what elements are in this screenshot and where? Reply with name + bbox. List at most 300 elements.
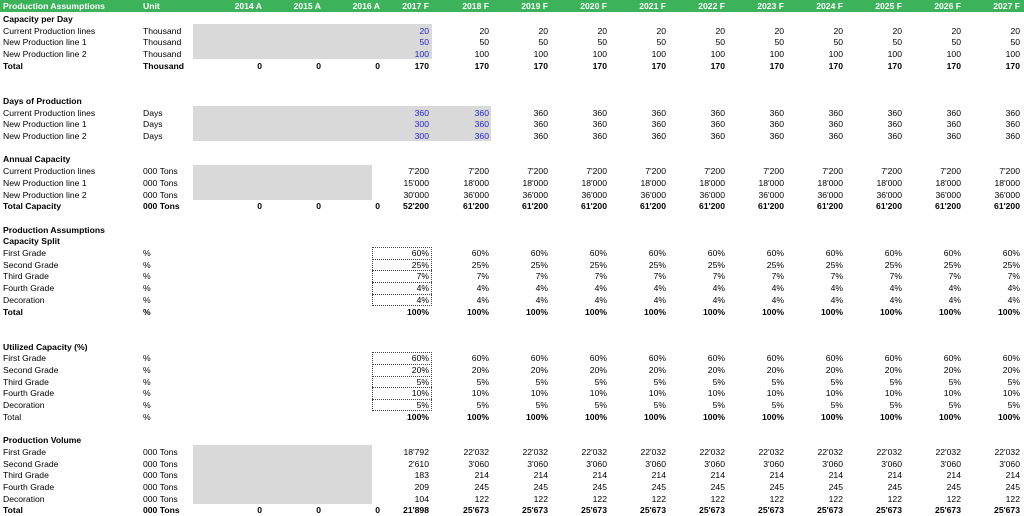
cell-value[interactable]: 18'000	[463, 177, 489, 188]
cell-value[interactable]: 5%	[535, 376, 548, 387]
cell-value[interactable]	[266, 118, 321, 130]
cell-value[interactable]: 360	[769, 119, 784, 130]
cell-value[interactable]: 7'200	[527, 166, 548, 177]
cell-value[interactable]: 20	[656, 25, 666, 36]
cell-value[interactable]: 360	[651, 131, 666, 141]
cell-value[interactable]: 7'200	[763, 166, 784, 177]
cell-value[interactable]: 20	[892, 25, 902, 36]
cell-value[interactable]: 10%	[943, 388, 961, 399]
cell-value[interactable]: 122	[946, 493, 961, 504]
cell-value[interactable]: 7'200	[408, 166, 429, 177]
cell-value[interactable]: 3'060	[468, 458, 489, 469]
cell-value[interactable]	[266, 306, 321, 318]
cell-value[interactable]: 100%	[762, 306, 784, 317]
cell-value[interactable]: 50	[419, 37, 429, 48]
cell-value[interactable]: 5%	[830, 376, 843, 387]
cell-value[interactable]: 7%	[476, 271, 489, 282]
cell-value[interactable]	[266, 247, 321, 259]
cell-value[interactable]: 22'032	[994, 446, 1020, 457]
cell-value[interactable]: 18'000	[994, 177, 1020, 188]
cell-value[interactable]: 10%	[589, 388, 607, 399]
cell-value[interactable]: 5%	[476, 400, 489, 411]
cell-value[interactable]: 245	[592, 482, 607, 492]
cell-value[interactable]	[325, 177, 380, 189]
cell-value[interactable]: 100%	[998, 411, 1020, 422]
cell-value[interactable]: 214	[710, 470, 725, 481]
cell-value[interactable]: 60%	[648, 353, 666, 364]
cell-value[interactable]: 25'673	[699, 505, 725, 516]
cell-value[interactable]: 36'000	[699, 189, 725, 200]
cell-value[interactable]	[207, 107, 262, 119]
cell-value[interactable]: 360	[710, 131, 725, 141]
cell-value[interactable]	[325, 130, 380, 142]
cell-value[interactable]: 50	[656, 37, 666, 48]
cell-value[interactable]: 360	[887, 131, 902, 141]
cell-value[interactable]: 4%	[830, 294, 843, 305]
cell-value[interactable]: 10%	[884, 388, 902, 399]
cell-value[interactable]: 10%	[411, 388, 429, 399]
cell-value[interactable]: 5%	[1007, 400, 1020, 411]
cell-value[interactable]: 5%	[594, 376, 607, 387]
cell-value[interactable]: 25'673	[522, 505, 548, 516]
cell-value[interactable]	[325, 282, 380, 294]
cell-value[interactable]: 10%	[825, 388, 843, 399]
cell-value[interactable]	[325, 352, 380, 364]
cell-value[interactable]: 3'060	[586, 458, 607, 469]
cell-value[interactable]: 36'000	[994, 189, 1020, 200]
cell-value[interactable]: 61'200	[994, 201, 1020, 212]
cell-value[interactable]: 104	[414, 493, 429, 504]
cell-value[interactable]	[266, 376, 321, 388]
cell-value[interactable]	[266, 446, 321, 458]
cell-value[interactable]: 20%	[707, 365, 725, 375]
cell-value[interactable]: 5%	[1007, 376, 1020, 387]
cell-value[interactable]: 4%	[1007, 294, 1020, 305]
cell-value[interactable]: 20	[1010, 25, 1020, 36]
cell-value[interactable]: 0	[375, 201, 380, 212]
cell-value[interactable]: 25%	[471, 259, 489, 270]
cell-value[interactable]	[325, 469, 380, 481]
cell-value[interactable]	[325, 189, 380, 201]
cell-value[interactable]: 5%	[771, 376, 784, 387]
cell-value[interactable]: 122	[474, 493, 489, 504]
cell-value[interactable]	[207, 411, 262, 423]
cell-value[interactable]: 25%	[530, 259, 548, 270]
cell-value[interactable]: 100	[651, 49, 666, 60]
cell-value[interactable]: 100%	[644, 306, 666, 317]
cell-value[interactable]: 170	[533, 60, 548, 71]
cell-value[interactable]: 60%	[471, 248, 489, 258]
cell-value[interactable]: 25%	[1002, 259, 1020, 270]
cell-value[interactable]: 122	[651, 493, 666, 504]
cell-value[interactable]	[207, 387, 262, 399]
cell-value[interactable]: 18'000	[699, 177, 725, 188]
cell-value[interactable]: 360	[1005, 119, 1020, 130]
cell-value[interactable]: 214	[533, 470, 548, 481]
cell-value[interactable]: 21'898	[403, 505, 429, 516]
cell-value[interactable]: 4%	[653, 294, 666, 305]
cell-value[interactable]: 20	[419, 25, 429, 36]
cell-value[interactable]: 170	[887, 60, 902, 71]
cell-value[interactable]: 22'032	[699, 446, 725, 457]
cell-value[interactable]: 214	[946, 470, 961, 481]
cell-value[interactable]: 4%	[653, 283, 666, 294]
cell-value[interactable]: 60%	[589, 248, 607, 258]
cell-value[interactable]: 5%	[535, 400, 548, 411]
cell-value[interactable]: 60%	[1002, 353, 1020, 364]
cell-value[interactable]: 7%	[653, 271, 666, 282]
cell-value[interactable]	[325, 270, 380, 282]
cell-value[interactable]: 245	[710, 482, 725, 492]
cell-value[interactable]: 25%	[825, 259, 843, 270]
cell-value[interactable]: 60%	[884, 353, 902, 364]
cell-value[interactable]: 360	[828, 119, 843, 130]
cell-value[interactable]	[266, 399, 321, 411]
cell-value[interactable]	[325, 247, 380, 259]
cell-value[interactable]: 18'000	[581, 177, 607, 188]
cell-value[interactable]: 61'200	[463, 201, 489, 212]
cell-value[interactable]: 245	[828, 482, 843, 492]
cell-value[interactable]	[266, 352, 321, 364]
cell-value[interactable]: 50	[538, 37, 548, 48]
cell-value[interactable]: 4%	[535, 294, 548, 305]
cell-value[interactable]: 60%	[530, 353, 548, 364]
cell-value[interactable]	[325, 259, 380, 271]
cell-value[interactable]: 50	[715, 37, 725, 48]
cell-value[interactable]	[207, 399, 262, 411]
cell-value[interactable]: 7'200	[822, 166, 843, 177]
cell-value[interactable]	[266, 107, 321, 119]
cell-value[interactable]: 18'000	[817, 177, 843, 188]
cell-value[interactable]: 100	[769, 49, 784, 60]
cell-value[interactable]: 60%	[707, 248, 725, 258]
cell-value[interactable]: 360	[474, 119, 489, 130]
cell-value[interactable]: 60%	[411, 248, 429, 258]
cell-value[interactable]: 7%	[712, 271, 725, 282]
cell-value[interactable]: 20%	[648, 365, 666, 375]
cell-value[interactable]: 10%	[471, 388, 489, 399]
cell-value[interactable]: 50	[597, 37, 607, 48]
cell-value[interactable]: 214	[651, 470, 666, 481]
cell-value[interactable]: 50	[774, 37, 784, 48]
cell-value[interactable]	[207, 294, 262, 306]
cell-value[interactable]: 100%	[407, 306, 429, 317]
cell-value[interactable]: 25%	[884, 259, 902, 270]
cell-value[interactable]	[325, 294, 380, 306]
cell-value[interactable]	[325, 25, 380, 37]
cell-value[interactable]: 7'200	[999, 166, 1020, 177]
cell-value[interactable]: 7'200	[940, 166, 961, 177]
cell-value[interactable]: 360	[651, 119, 666, 130]
cell-value[interactable]: 100	[828, 49, 843, 60]
cell-value[interactable]: 214	[887, 470, 902, 481]
cell-value[interactable]: 0	[375, 60, 380, 71]
cell-value[interactable]: 7%	[594, 271, 607, 282]
cell-value[interactable]	[266, 481, 321, 493]
cell-value[interactable]: 20%	[589, 365, 607, 375]
cell-value[interactable]	[207, 259, 262, 271]
cell-value[interactable]	[207, 458, 262, 470]
cell-value[interactable]: 214	[828, 470, 843, 481]
cell-value[interactable]: 122	[592, 493, 607, 504]
cell-value[interactable]: 15'000	[403, 177, 429, 188]
cell-value[interactable]: 4%	[712, 294, 725, 305]
cell-value[interactable]: 60%	[884, 248, 902, 258]
cell-value[interactable]: 5%	[416, 376, 429, 387]
cell-value[interactable]	[266, 469, 321, 481]
cell-value[interactable]	[325, 364, 380, 376]
cell-value[interactable]: 36'000	[522, 189, 548, 200]
cell-value[interactable]: 170	[946, 60, 961, 71]
cell-value[interactable]	[266, 270, 321, 282]
cell-value[interactable]: 50	[479, 37, 489, 48]
cell-value[interactable]: 0	[316, 60, 321, 71]
cell-value[interactable]	[207, 48, 262, 60]
cell-value[interactable]: 25'673	[935, 505, 961, 516]
cell-value[interactable]: 25'673	[463, 505, 489, 516]
cell-value[interactable]: 7'200	[645, 166, 666, 177]
cell-value[interactable]: 20	[951, 25, 961, 36]
cell-value[interactable]: 5%	[889, 376, 902, 387]
cell-value[interactable]: 18'000	[522, 177, 548, 188]
cell-value[interactable]: 36'000	[817, 189, 843, 200]
cell-value[interactable]	[266, 282, 321, 294]
cell-value[interactable]: 22'032	[817, 446, 843, 457]
cell-value[interactable]: 20%	[530, 365, 548, 375]
cell-value[interactable]: 7'200	[586, 166, 607, 177]
cell-value[interactable]: 2'610	[408, 458, 429, 469]
cell-value[interactable]: 4%	[771, 283, 784, 294]
cell-value[interactable]: 10%	[707, 388, 725, 399]
cell-value[interactable]: 360	[1005, 107, 1020, 118]
cell-value[interactable]: 100%	[762, 411, 784, 422]
cell-value[interactable]: 360	[887, 119, 902, 130]
cell-value[interactable]	[325, 446, 380, 458]
cell-value[interactable]: 245	[1005, 482, 1020, 492]
cell-value[interactable]: 300	[414, 119, 429, 130]
cell-value[interactable]: 170	[1005, 60, 1020, 71]
cell-value[interactable]	[266, 364, 321, 376]
cell-value[interactable]: 100	[1005, 49, 1020, 60]
cell-value[interactable]: 122	[533, 493, 548, 504]
cell-value[interactable]	[207, 165, 262, 177]
cell-value[interactable]: 20	[597, 25, 607, 36]
cell-value[interactable]: 3'060	[822, 458, 843, 469]
cell-value[interactable]: 4%	[889, 294, 902, 305]
cell-value[interactable]	[266, 387, 321, 399]
cell-value[interactable]: 50	[833, 37, 843, 48]
cell-value[interactable]: 10%	[530, 388, 548, 399]
cell-value[interactable]: 22'032	[935, 446, 961, 457]
cell-value[interactable]: 60%	[411, 353, 429, 364]
cell-value[interactable]: 36'000	[935, 189, 961, 200]
cell-value[interactable]: 3'060	[881, 458, 902, 469]
cell-value[interactable]	[266, 294, 321, 306]
cell-value[interactable]	[207, 493, 262, 505]
cell-value[interactable]: 60%	[1002, 248, 1020, 258]
cell-value[interactable]	[207, 282, 262, 294]
cell-value[interactable]: 170	[651, 60, 666, 71]
cell-value[interactable]: 20	[774, 25, 784, 36]
cell-value[interactable]	[325, 36, 380, 48]
cell-value[interactable]: 4%	[830, 283, 843, 294]
cell-value[interactable]	[207, 177, 262, 189]
cell-value[interactable]: 60%	[825, 248, 843, 258]
cell-value[interactable]: 100%	[467, 411, 489, 422]
cell-value[interactable]	[266, 25, 321, 37]
cell-value[interactable]: 25'673	[876, 505, 902, 516]
cell-value[interactable]: 245	[533, 482, 548, 492]
cell-value[interactable]: 100%	[644, 411, 666, 422]
cell-value[interactable]: 25'673	[817, 505, 843, 516]
cell-value[interactable]: 100%	[585, 411, 607, 422]
cell-value[interactable]: 22'032	[581, 446, 607, 457]
cell-value[interactable]: 360	[474, 107, 489, 118]
cell-value[interactable]: 20	[833, 25, 843, 36]
cell-value[interactable]: 0	[257, 60, 262, 71]
cell-value[interactable]: 0	[316, 505, 321, 516]
cell-value[interactable]: 25'673	[581, 505, 607, 516]
cell-value[interactable]: 10%	[1002, 388, 1020, 399]
cell-value[interactable]: 60%	[707, 353, 725, 364]
cell-value[interactable]: 4%	[416, 283, 429, 294]
cell-value[interactable]	[266, 458, 321, 470]
cell-value[interactable]: 5%	[653, 400, 666, 411]
cell-value[interactable]: 52'200	[403, 201, 429, 212]
cell-value[interactable]: 5%	[771, 400, 784, 411]
cell-value[interactable]: 0	[375, 505, 380, 516]
cell-value[interactable]: 7'200	[704, 166, 725, 177]
cell-value[interactable]: 25'673	[994, 505, 1020, 516]
cell-value[interactable]: 5%	[712, 376, 725, 387]
cell-value[interactable]: 100%	[880, 411, 902, 422]
cell-value[interactable]: 7'200	[468, 166, 489, 177]
cell-value[interactable]: 100%	[526, 306, 548, 317]
cell-value[interactable]: 100%	[526, 411, 548, 422]
cell-value[interactable]: 22'032	[463, 446, 489, 457]
cell-value[interactable]	[325, 411, 380, 423]
cell-value[interactable]: 4%	[594, 283, 607, 294]
cell-value[interactable]	[266, 48, 321, 60]
cell-value[interactable]: 22'032	[758, 446, 784, 457]
cell-value[interactable]: 4%	[476, 294, 489, 305]
cell-value[interactable]: 22'032	[640, 446, 666, 457]
cell-value[interactable]: 245	[887, 482, 902, 492]
cell-value[interactable]: 20%	[1002, 365, 1020, 375]
cell-value[interactable]: 4%	[889, 283, 902, 294]
cell-value[interactable]: 25%	[589, 259, 607, 270]
cell-value[interactable]: 18'000	[758, 177, 784, 188]
cell-value[interactable]: 4%	[594, 294, 607, 305]
cell-value[interactable]: 61'200	[876, 201, 902, 212]
cell-value[interactable]: 3'060	[763, 458, 784, 469]
cell-value[interactable]	[325, 458, 380, 470]
cell-value[interactable]	[266, 36, 321, 48]
cell-value[interactable]: 22'032	[522, 446, 548, 457]
cell-value[interactable]	[325, 165, 380, 177]
cell-value[interactable]: 360	[592, 119, 607, 130]
cell-value[interactable]: 4%	[948, 294, 961, 305]
cell-value[interactable]: 25'673	[758, 505, 784, 516]
cell-value[interactable]: 360	[946, 119, 961, 130]
cell-value[interactable]: 36'000	[876, 189, 902, 200]
cell-value[interactable]: 25'673	[640, 505, 666, 516]
cell-value[interactable]: 100	[414, 49, 429, 60]
cell-value[interactable]: 100%	[880, 306, 902, 317]
cell-value[interactable]: 36'000	[581, 189, 607, 200]
cell-value[interactable]: 4%	[535, 283, 548, 294]
cell-value[interactable]: 50	[951, 37, 961, 48]
cell-value[interactable]: 20%	[825, 365, 843, 375]
cell-value[interactable]: 245	[651, 482, 666, 492]
cell-value[interactable]: 61'200	[522, 201, 548, 212]
cell-value[interactable]: 360	[592, 107, 607, 118]
cell-value[interactable]: 100%	[821, 306, 843, 317]
cell-value[interactable]: 360	[946, 107, 961, 118]
cell-value[interactable]	[207, 247, 262, 259]
cell-value[interactable]: 10%	[766, 388, 784, 399]
cell-value[interactable]: 7%	[416, 271, 429, 282]
cell-value[interactable]: 0	[316, 201, 321, 212]
cell-value[interactable]: 214	[592, 470, 607, 481]
cell-value[interactable]: 25%	[411, 259, 429, 270]
cell-value[interactable]: 100	[710, 49, 725, 60]
cell-value[interactable]: 360	[533, 119, 548, 130]
cell-value[interactable]: 7%	[771, 271, 784, 282]
cell-value[interactable]: 61'200	[817, 201, 843, 212]
cell-value[interactable]: 122	[887, 493, 902, 504]
cell-value[interactable]: 214	[769, 470, 784, 481]
cell-value[interactable]	[207, 376, 262, 388]
cell-value[interactable]: 209	[414, 482, 429, 492]
cell-value[interactable]	[325, 481, 380, 493]
cell-value[interactable]	[207, 189, 262, 201]
cell-value[interactable]: 5%	[830, 400, 843, 411]
cell-value[interactable]: 100%	[407, 411, 429, 422]
cell-value[interactable]: 5%	[948, 400, 961, 411]
cell-value[interactable]: 4%	[476, 283, 489, 294]
cell-value[interactable]: 7%	[889, 271, 902, 282]
cell-value[interactable]: 122	[1005, 493, 1020, 504]
cell-value[interactable]: 245	[946, 482, 961, 492]
cell-value[interactable]: 170	[414, 60, 429, 71]
cell-value[interactable]	[266, 165, 321, 177]
cell-value[interactable]: 20%	[411, 365, 429, 375]
cell-value[interactable]: 7'200	[881, 166, 902, 177]
cell-value[interactable]	[325, 376, 380, 388]
cell-value[interactable]: 4%	[1007, 283, 1020, 294]
cell-value[interactable]: 60%	[648, 248, 666, 258]
cell-value[interactable]	[207, 306, 262, 318]
cell-value[interactable]: 170	[769, 60, 784, 71]
cell-value[interactable]	[266, 177, 321, 189]
cell-value[interactable]: 360	[769, 107, 784, 118]
cell-value[interactable]: 5%	[416, 400, 429, 411]
cell-value[interactable]: 60%	[589, 353, 607, 364]
cell-value[interactable]	[325, 493, 380, 505]
cell-value[interactable]: 0	[257, 201, 262, 212]
cell-value[interactable]: 61'200	[699, 201, 725, 212]
cell-value[interactable]: 20	[538, 25, 548, 36]
cell-value[interactable]: 61'200	[581, 201, 607, 212]
cell-value[interactable]: 60%	[825, 353, 843, 364]
cell-value[interactable]: 20	[715, 25, 725, 36]
cell-value[interactable]: 360	[887, 107, 902, 118]
cell-value[interactable]: 100%	[821, 411, 843, 422]
cell-value[interactable]: 30'000	[403, 189, 429, 200]
cell-value[interactable]: 60%	[943, 248, 961, 258]
cell-value[interactable]: 61'200	[640, 201, 666, 212]
